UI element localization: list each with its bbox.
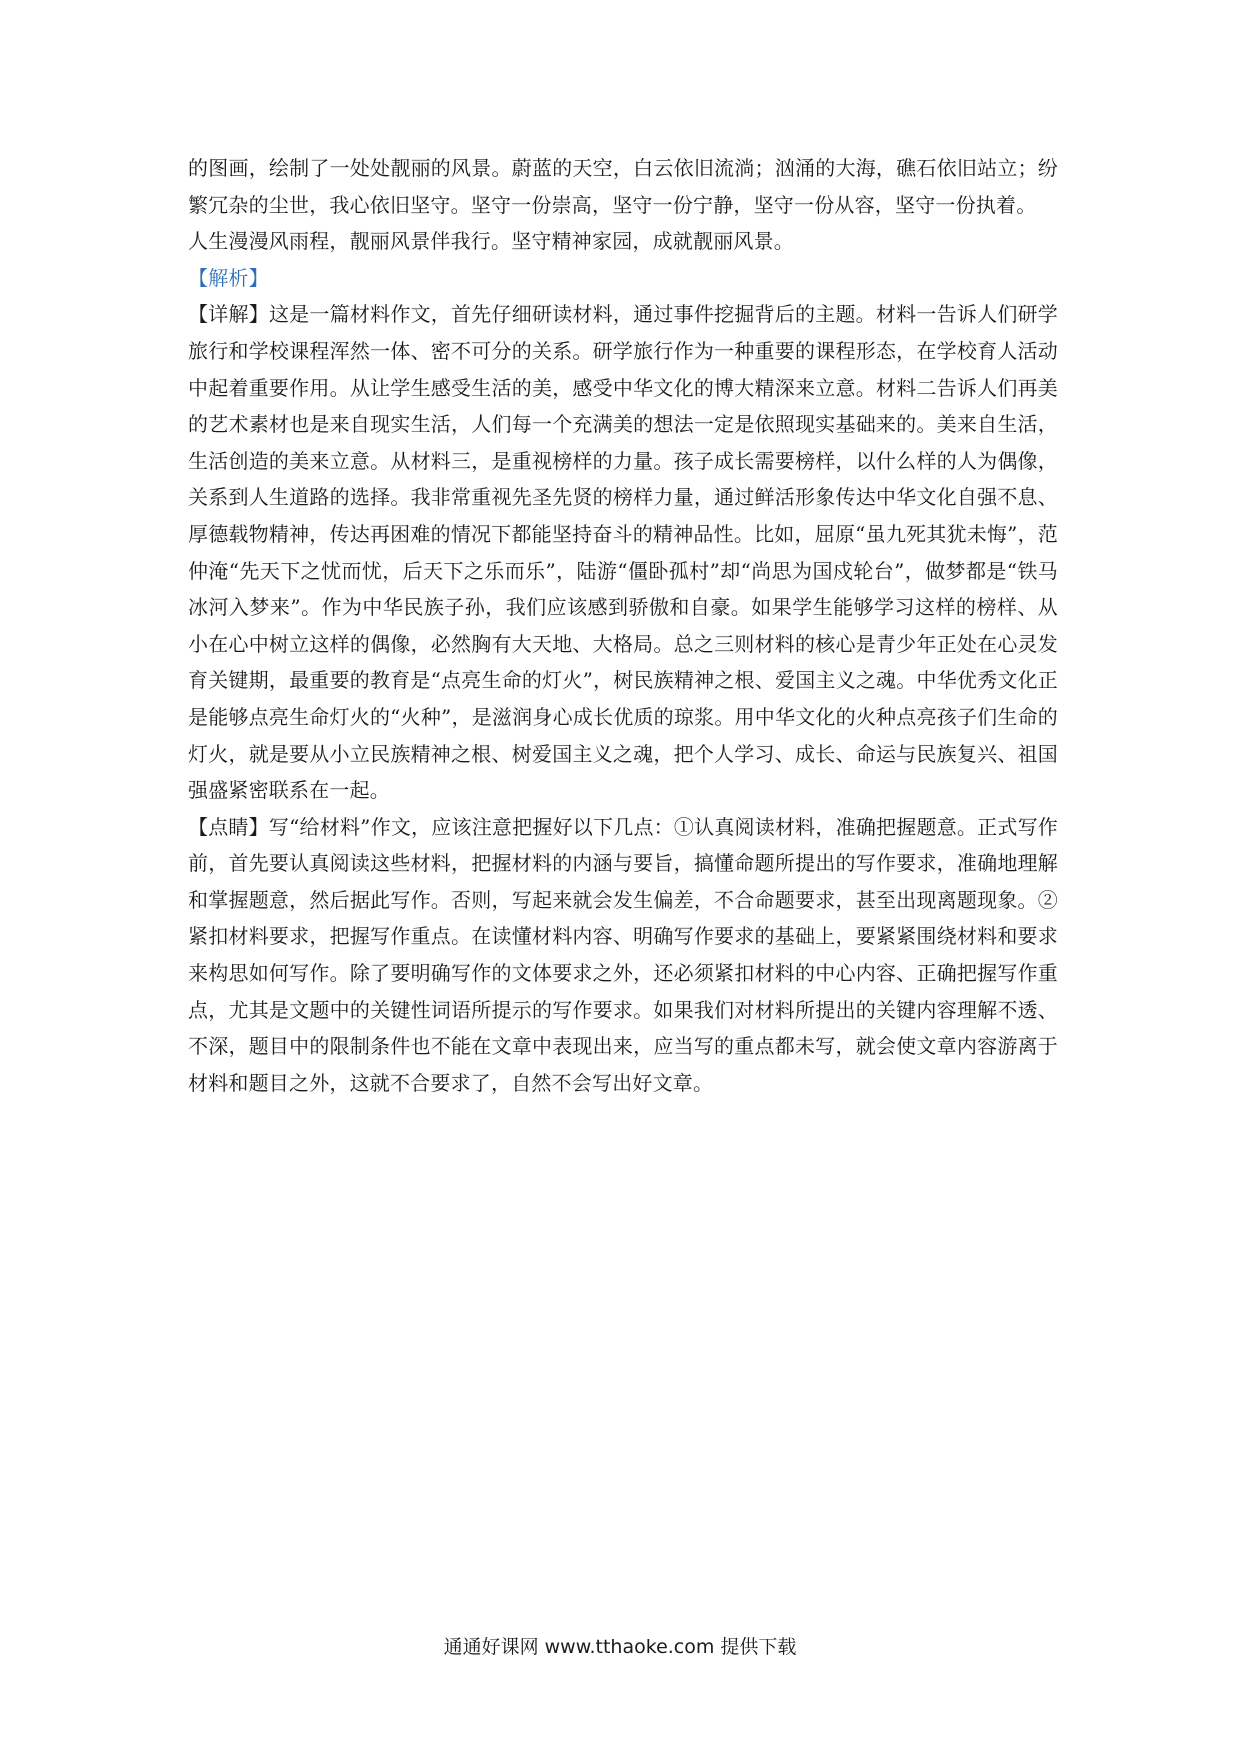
comment-text: 写“给材料”作文，应该注意把握好以下几点：①认真阅读材料，准确把握题意。正式写作前，首先要认真阅读这些材料，把握材料的内涵与要旨，搞懂命题所提出的写作要求，准确地理解和掌握题意，然后据此写作。否则，写起来就会发生偏差，不合命题要求，甚至出现离题现象。②紧扣材料要求，把握写作重点。在读懂材料内容、明确写作要求的基础上，要紧紧围绕材料和要求来构思如何写作。除了要明确写作的文体要求之外，还必须紧扣材料的中心内容、正确把握写作重点，尤其是文题中的关键性词语所提示的写作要求。如果我们对材料所提出的关键内容理解不透、不深，题目中的限制条件也不能在文章中表现出来，应当写的重点都未写，就会使文章内容游离于材料和题目之外，这就不合要求了，自然不会写出好文章。 xyxy=(188,814,1058,1095)
comment-paragraph xyxy=(188,809,1058,1102)
essay-paragraph-1: 的图画，绘制了一处处靓丽的风景。蔚蓝的天空，白云依旧流淌；汹涌的大海，礁石依旧站立；纷繁冗杂的尘世，我心依旧坚守。坚守一份崇高，坚守一份宁静，坚守一份从容，坚守一份执着。 xyxy=(188,156,1058,217)
page-footer: 通通好课网 www.tthaoke.com 提供下载 xyxy=(443,1636,797,1658)
document-body xyxy=(188,150,1058,1101)
detail-paragraph xyxy=(188,296,1058,808)
detail-text: 这是一篇材料作文，首先仔细研读材料，通过事件挖掘背后的主题。材料一告诉人们研学旅行和学校课程浑然一体、密不可分的关系。研学旅行作为一种重要的课程形态，在学校育人活动中起着重要作用。从让学生感受生活的美，感受中华文化的博大精深来立意。材料二告诉人们再美的艺术素材也是来自现实生活，人们每一个充满美的想法一定是依照现实基础来的。美来自生活，生活创造的美来立意。从材料三，是重视榜样的力量。孩子成长需要榜样，以什么样的人为偶像，关系到人生道路的选择。我非常重视先圣先贤的榜样力量，通过鲜活形象传达中华文化自强不息、厚德载物精神，传达再困难的情况下都能坚持奋斗的精神品性。比如，屈原“虽九死其犹未悔”，范仲淹“先天下之忧而忧，后天下之乐而乐”，陆游“僵卧孤村”却“尚思为国戍轮台”，做梦都是“铁马冰河入梦来”。作为中华民族子孙，我们应该感到骄傲和自豪。如果学生能够学习这样的榜样、从小在心中树立这样的偶像，必然胸有大天地、大格局。总之三则材料的核心是青少年正处在心灵发育关键期，最重要的教育是“点亮生命的灯火”，树民族精神之根、爱国主义之魂。中华优秀文化正是能够点亮生命灯火的“火种”，是滋润身心成长优质的琼浆。用中华文化的火种点亮孩子们生命的灯火，就是要从小立民族精神之根、树爱国主义之魂，把个人学习、成长、命运与民族复兴、祖国强盛紧密联系在一起。 xyxy=(188,302,1058,803)
comment-label: 【点睛】 xyxy=(188,814,269,839)
detail-label: 【详解】 xyxy=(188,302,269,327)
essay-paragraph-2: 人生漫漫风雨程，靓丽风景伴我行。坚守精神家园，成就靓丽风景。 xyxy=(188,229,794,254)
analysis-heading: 【解析】 xyxy=(188,265,269,290)
